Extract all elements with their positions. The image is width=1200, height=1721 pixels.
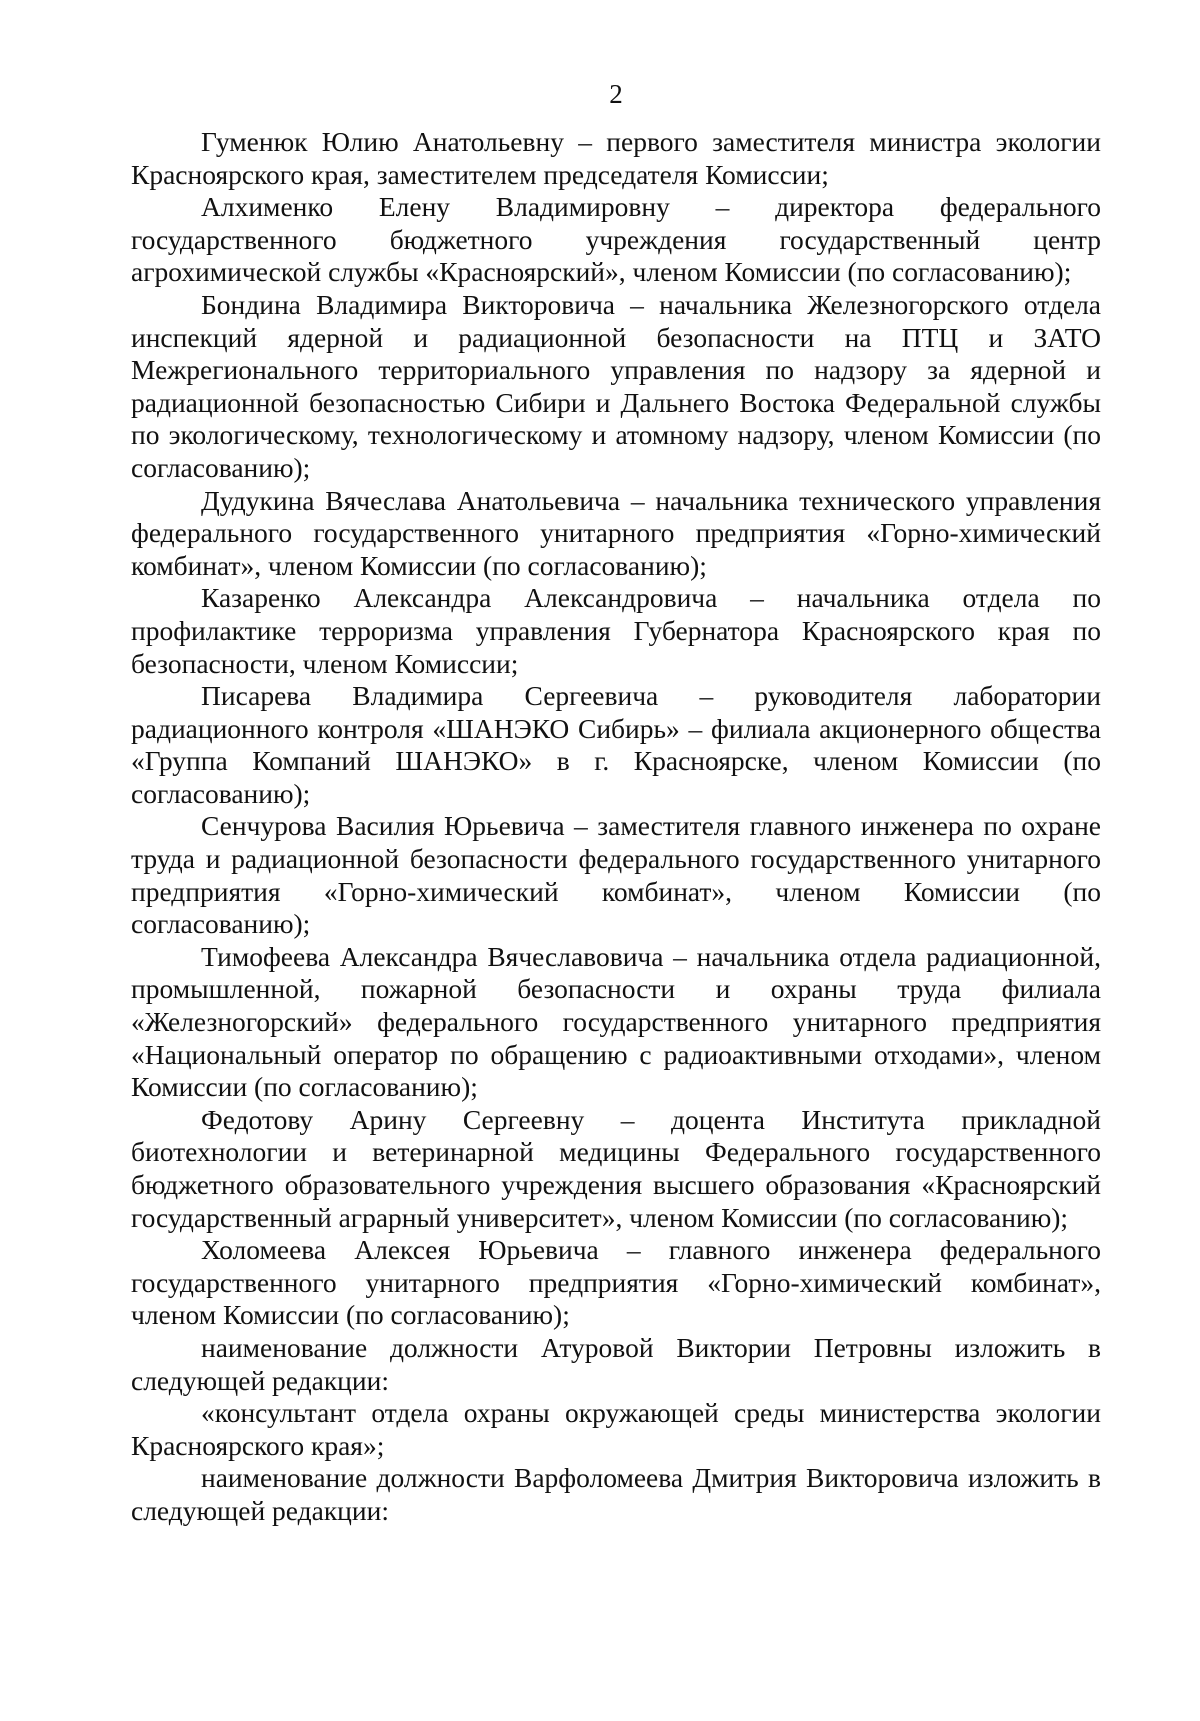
paragraph-bondin: Бондина Владимира Викторовича – начальника Железногорского отдела инспекций ядерной и радиационной безопасности на ПТЦ и ЗАТО Межрегионального территориального управления по надзору за ядерной и радиационной безопасностью Сибири и Дальнего Востока Федеральной службы по экологическому, технологическому и атомному надзору, членом Комиссии (по согласованию);: [131, 288, 1101, 483]
paragraph-gumenyuk: Гуменюк Юлию Анатольевну – первого заместителя министра экологии Красноярского края, заместителем председателя Комиссии;: [131, 126, 1101, 190]
paragraph-senchurov: Сенчурова Василия Юрьевича – заместителя главного инженера по охране труда и радиационной безопасности федерального государственного унитарного предприятия «Горно-химический комбинат», членом Комиссии (по согласованию);: [131, 810, 1101, 940]
paragraph-dudukin: Дудукина Вячеслава Анатольевича – начальника технического управления федерального государственного унитарного предприятия «Горно-химический комбинат», членом Комиссии (по согласованию);: [131, 484, 1101, 581]
document-body: [131, 126, 1101, 1528]
paragraph-alkhimenko: Алхименко Елену Владимировну – директора федерального государственного бюджетного учреждения государственный центр агрохимической службы «Красноярский», членом Комиссии (по согласованию);: [131, 191, 1101, 288]
paragraph-kholomeev: Холомеева Алексея Юрьевича – главного инженера федерального государственного унитарного предприятия «Горно-химический комбинат», членом Комиссии (по согласованию);: [131, 1234, 1101, 1331]
paragraph-timofeev: Тимофеева Александра Вячеславовича – начальника отдела радиационной, промышленной, пожарной безопасности и охраны труда филиала «Железногорский» федерального государственного унитарного предприятия «Национальный оператор по обращению с радиоактивными отходами», членом Комиссии (по согласованию);: [131, 940, 1101, 1103]
page-number: 2: [609, 79, 623, 109]
paragraph-fedotova: Федотову Арину Сергеевну – доцента Института прикладной биотехнологии и ветеринарной медицины Федерального государственного бюджетного образовательного учреждения высшего образования «Красноярский государственный аграрный университет», членом Комиссии (по согласованию);: [131, 1103, 1101, 1233]
paragraph-aturova-position: наименование должности Атуровой Виктории Петровны изложить в следующей редакции:: [131, 1331, 1101, 1396]
paragraph-kazarenko: Казаренко Александра Александровича – начальника отдела по профилактике терроризма управления Губернатора Красноярского края по безопасности, членом Комиссии;: [131, 582, 1101, 679]
paragraph-varfolomeev-position: наименование должности Варфоломеева Дмитрия Викторовича изложить в следующей редакции:: [131, 1462, 1101, 1526]
paragraph-consultant-title: «консультант отдела охраны окружающей среды министерства экологии Красноярского края»;: [131, 1397, 1101, 1461]
paragraph-pisarev: Писарева Владимира Сергеевича – руководителя лаборатории радиационного контроля «ШАНЭКО Сибирь» – филиала акционерного общества «Группа Компаний ШАНЭКО» в г. Красноярске, членом Комиссии (по согласованию);: [131, 680, 1101, 809]
